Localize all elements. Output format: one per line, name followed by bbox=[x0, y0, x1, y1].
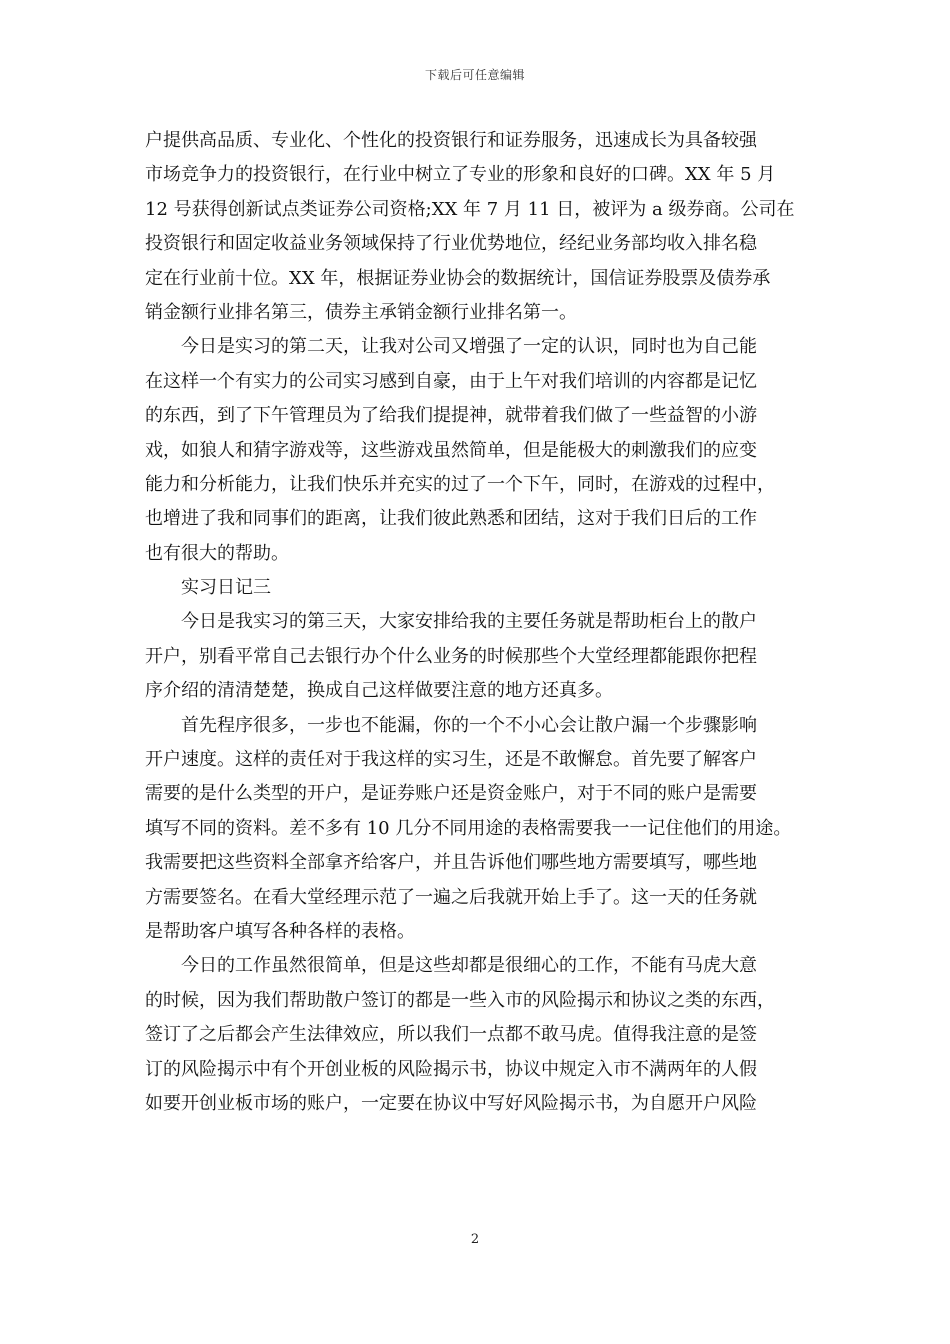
text-line: 方需要签名。在看大堂经理示范了一遍之后我就开始上手了。这一天的任务就 bbox=[145, 886, 757, 908]
text-line: 需要的是什么类型的开户，是证券账户还是资金账户，对于不同的账户是需要 bbox=[145, 783, 757, 805]
text-line: 如要开创业板市场的账户，一定要在协议中写好风险揭示书，为自愿开户风险 bbox=[145, 1092, 757, 1114]
page-number: 2 bbox=[470, 1232, 480, 1247]
text-line: 开户速度。这样的责任对于我这样的实习生，还是不敢懈怠。首先要了解客户 bbox=[145, 749, 757, 771]
text-line: 也增进了我和同事们的距离，让我们彼此熟悉和团结，这对于我们日后的工作 bbox=[145, 508, 757, 530]
document-body bbox=[145, 124, 813, 1121]
text-line: 能力和分析能力，让我们快乐并充实的过了一个下午，同时，在游戏的过程中， bbox=[145, 473, 775, 495]
text-line: 我需要把这些资料全部拿齐给客户，并且告诉他们哪些地方需要填写，哪些地 bbox=[145, 852, 757, 874]
text-line: 戏，如狼人和猜字游戏等，这些游戏虽然简单，但是能极大的刺激我们的应变 bbox=[145, 439, 757, 461]
text-line: 也有很大的帮助。 bbox=[145, 542, 289, 564]
text-line: 在这样一个有实力的公司实习感到自豪，由于上午对我们培训的内容都是记忆 bbox=[145, 370, 757, 392]
text-line: 的东西，到了下午管理员为了给我们提提神，就带着我们做了一些益智的小游 bbox=[145, 405, 757, 427]
text-line: 订的风险揭示中有个开创业板的风险揭示书，协议中规定入市不满两年的人假 bbox=[145, 1058, 757, 1080]
text-line: 是帮助客户填写各种各样的表格。 bbox=[145, 920, 415, 942]
text-line: 开户，别看平常自己去银行办个什么业务的时候那些个大堂经理都能跟你把程 bbox=[145, 645, 757, 667]
text-line: 填写不同的资料。差不多有 10 几分不同用途的表格需要我一一记住他们的用途。 bbox=[145, 817, 792, 839]
text-line: 实习日记三 bbox=[181, 577, 271, 599]
text-line: 投资银行和固定收益业务领域保持了行业优势地位，经纪业务部均收入排名稳 bbox=[145, 233, 757, 255]
text-line: 今日的工作虽然很简单，但是这些却都是很细心的工作，不能有马虎大意 bbox=[181, 955, 757, 977]
text-line: 的时候，因为我们帮助散户签订的都是一些入市的风险揭示和协议之类的东西， bbox=[145, 989, 775, 1011]
text-line: 签订了之后都会产生法律效应，所以我们一点都不敢马虎。值得我注意的是签 bbox=[145, 1024, 757, 1046]
text-line: 12 号获得创新试点类证券公司资格;XX 年 7 月 11 日，被评为 a 级券商。公司在 bbox=[145, 198, 795, 220]
text-line: 序介绍的清清楚楚，换成自己这样做要注意的地方还真多。 bbox=[145, 680, 613, 702]
text-line: 今日是我实习的第三天，大家安排给我的主要任务就是帮助柜台上的散户 bbox=[181, 611, 757, 633]
page-header: 下载后可任意编辑 bbox=[424, 68, 525, 82]
text-line: 户提供高品质、专业化、个性化的投资银行和证券服务，迅速成长为具备较强 bbox=[145, 130, 757, 151]
text-line: 今日是实习的第二天，让我对公司又增强了一定的认识，同时也为自己能 bbox=[181, 336, 757, 358]
text-line: 市场竞争力的投资银行，在行业中树立了专业的形象和良好的口碑。XX 年 5 月 bbox=[145, 164, 776, 186]
text-line: 销金额行业排名第三，债券主承销金额行业排名第一。 bbox=[145, 301, 577, 323]
text-line: 首先程序很多，一步也不能漏，你的一个不小心会让散户漏一个步骤影响 bbox=[181, 714, 757, 736]
text-line: 定在行业前十位。XX 年，根据证券业协会的数据统计，国信证券股票及债券承 bbox=[145, 267, 771, 289]
